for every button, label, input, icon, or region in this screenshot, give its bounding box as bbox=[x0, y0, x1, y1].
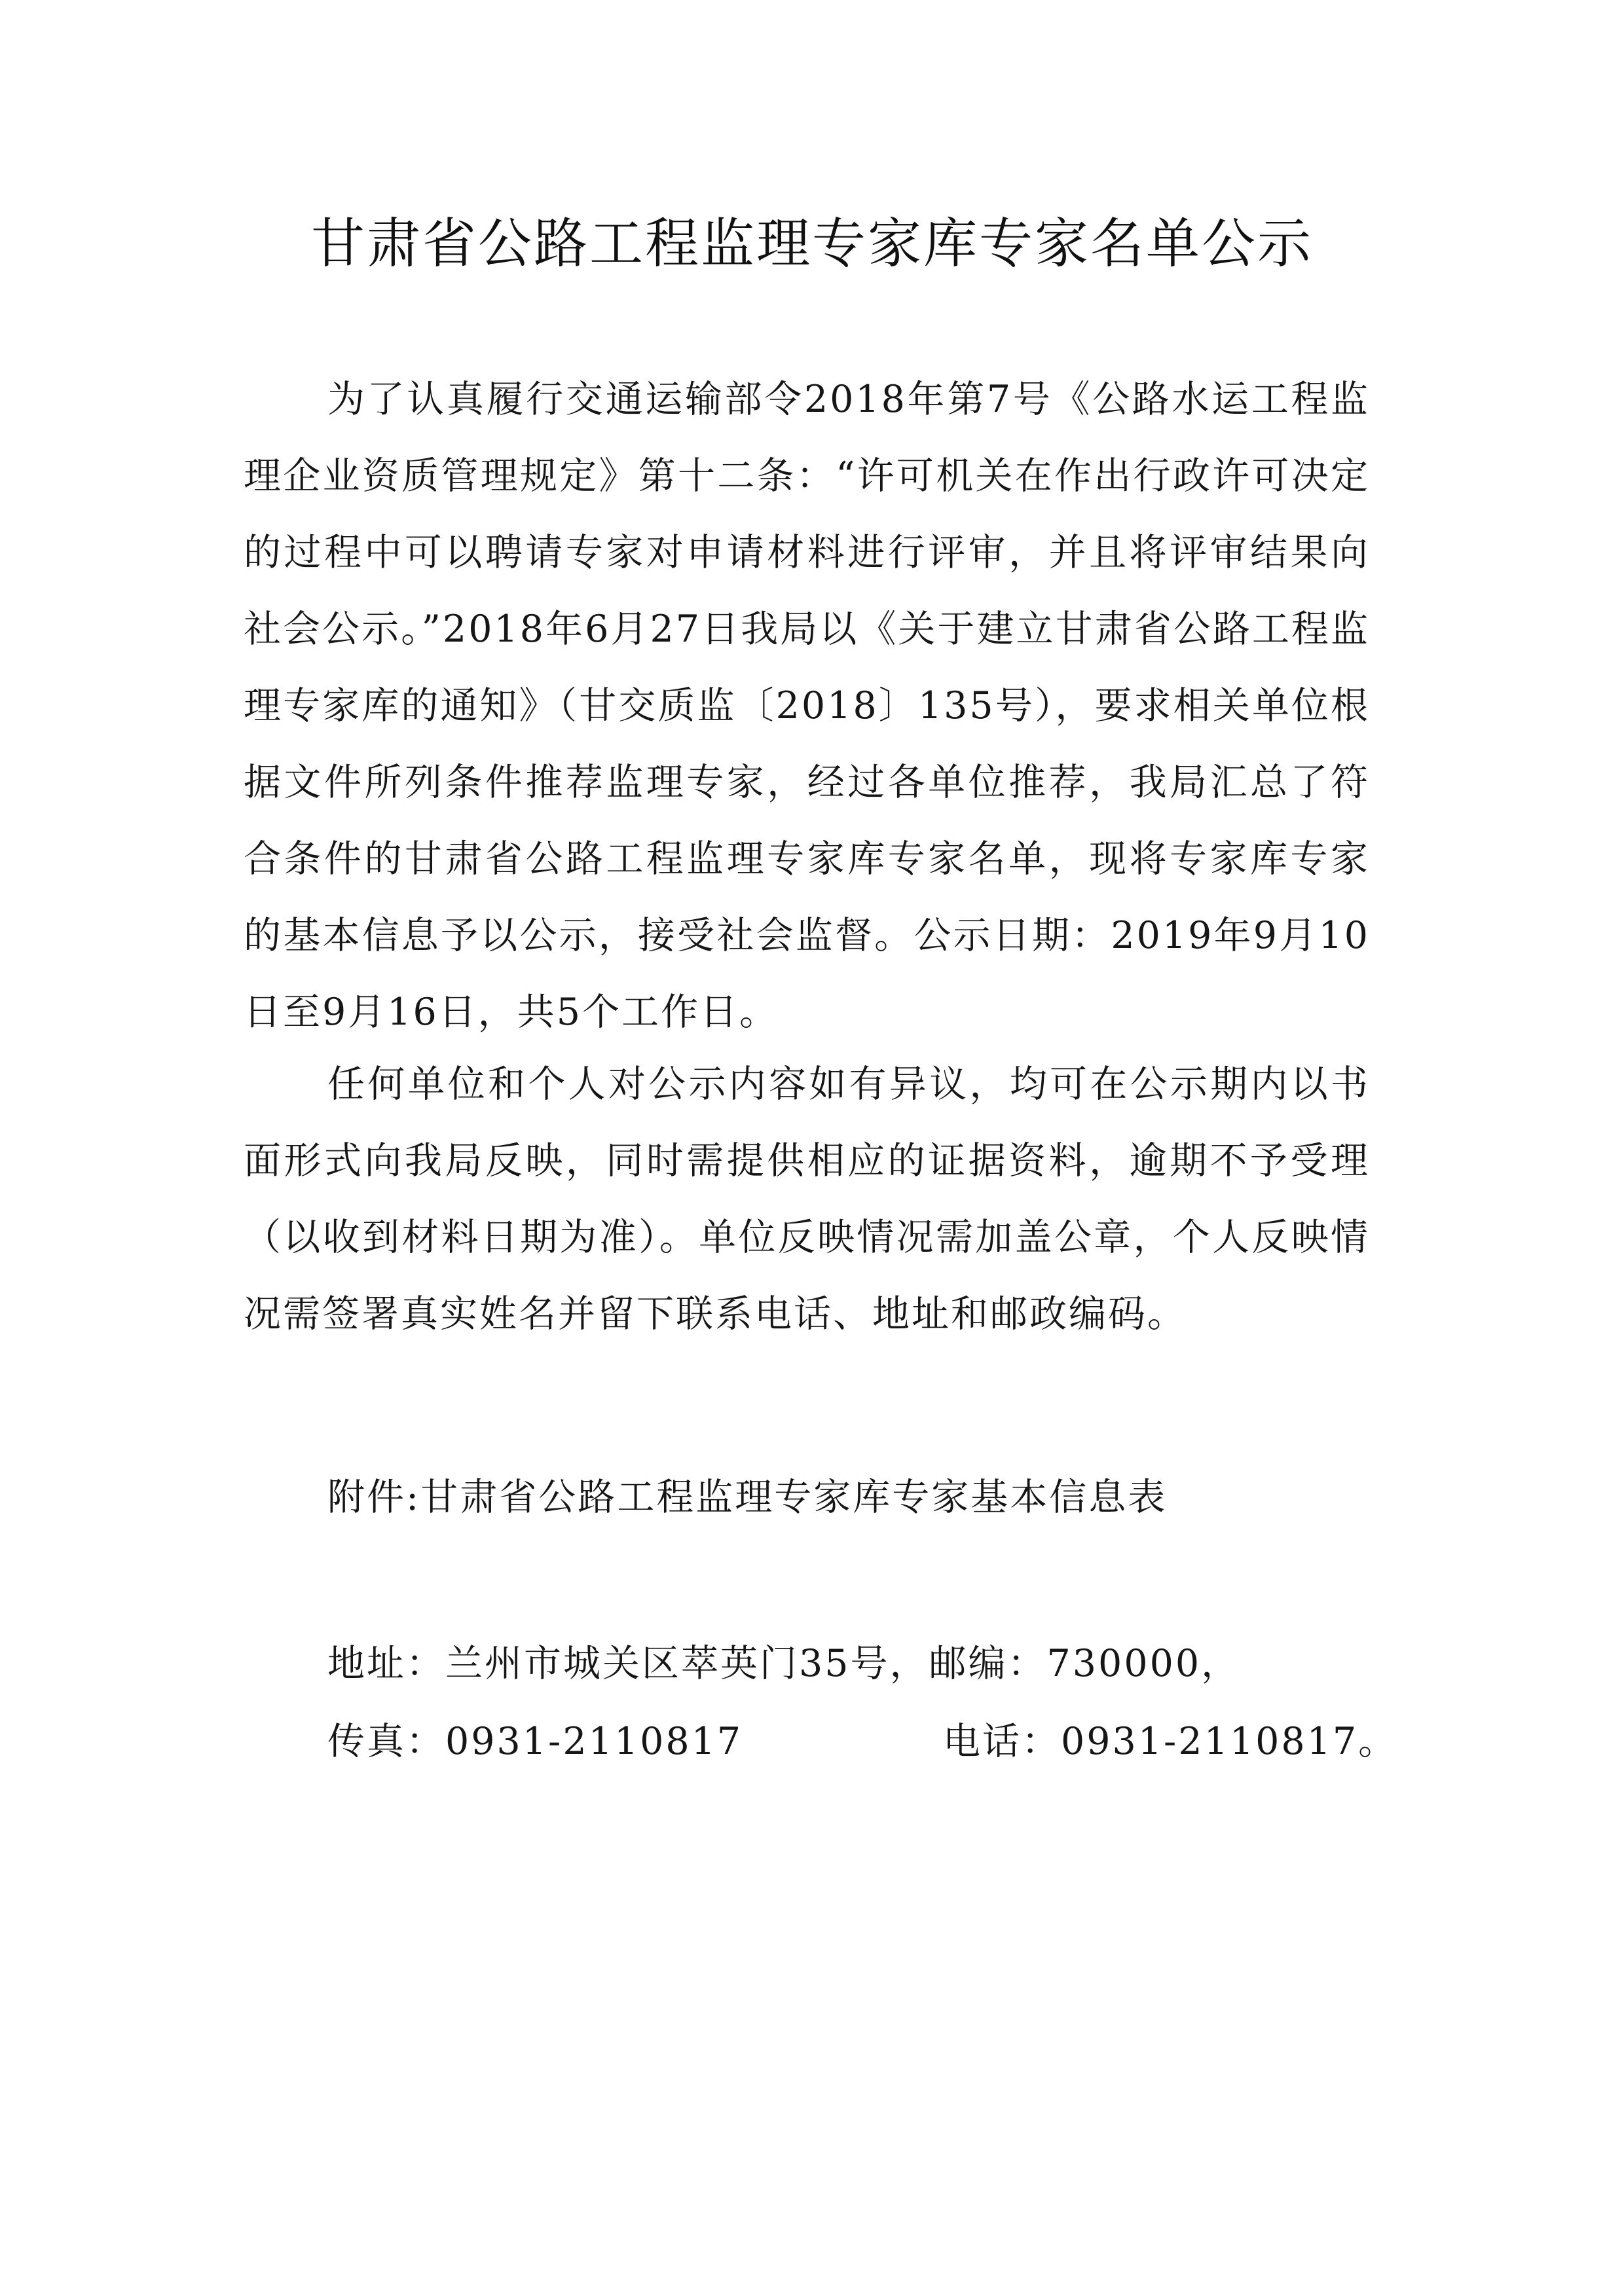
contact-phone: 电话：0931-2110817。 bbox=[943, 1720, 1398, 1763]
contact-fax: 传真：0931-2110817 bbox=[327, 1720, 743, 1763]
objection-paragraph: 任何单位和个人对公示内容如有异议，均可在公示期内以书面形式向我局反映，同时需提供相应的证据资料，逾期不予受理（以收到材料日期为准）。单位反映情况需加盖公章，个人反映情况需签署真实姓名并留下联系电话、地址和邮政编码。 bbox=[244, 1063, 1370, 1336]
contact-fax-phone-line bbox=[327, 1704, 1398, 1780]
announcement-paragraph: 为了认真履行交通运输部令2018年第7号《公路水运工程监理企业资质管理规定》第十二条：“许可机关在作出行政许可决定的过程中可以聘请专家对申请材料进行评审，并且将评审结果向社会公示。”2018年6月27日我局以《关于建立甘肃省公路工程监理专家库的通知》（甘交质监〔2018〕135号），要求相关单位根据文件所列条件推荐监理专家，经过各单位推荐，我局汇总了符合条件的甘肃省公路工程监理专家库专家名单，现将专家库专家的基本信息予以公示，接受社会监督。公示日期：2019年9月10日至9月16日，共5个工作日。 bbox=[244, 378, 1370, 1034]
attachment-note: 附件:甘肃省公路工程监理专家库专家基本信息表 bbox=[327, 1476, 1168, 1519]
contact-address: 地址：兰州市城关区萃英门35号，邮编：730000， bbox=[327, 1642, 1241, 1685]
document-title: 甘肃省公路工程监理专家库专家名单公示 bbox=[310, 213, 1313, 275]
